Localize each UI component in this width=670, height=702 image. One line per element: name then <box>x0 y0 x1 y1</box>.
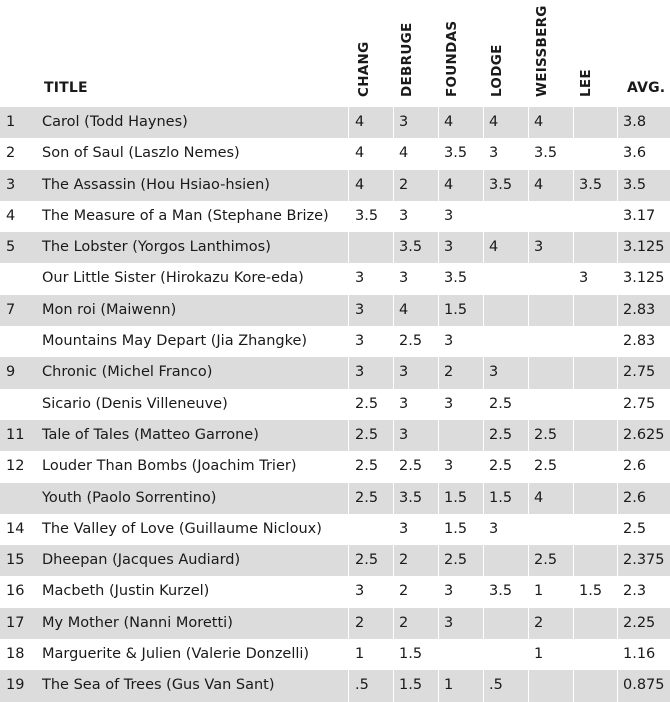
title-cell: Our Little Sister (Hirokazu Kore-eda) <box>42 270 304 287</box>
score-cell-weissberg: 4 <box>534 114 544 130</box>
title-cell: Marguerite & Julien (Valerie Donzelli) <box>42 646 310 663</box>
title-cell: Dheepan (Jacques Audiard) <box>42 552 241 569</box>
score-cell-weissberg: 4 <box>534 489 544 506</box>
score-cell-chang: 4 <box>355 114 365 130</box>
score-cell-debruge: 3 <box>399 207 409 224</box>
header-critic-lee: LEE <box>578 69 594 97</box>
score-cell-debruge: 3 <box>399 395 409 412</box>
header-avg: AVG. <box>627 80 666 96</box>
avg-cell: 2.6 <box>623 489 647 506</box>
header-critic-weissberg: WEISSBERG <box>534 5 550 97</box>
rank-cell: 1 <box>6 114 16 130</box>
score-cell-debruge: 3 <box>399 270 409 287</box>
column-divider <box>528 107 529 702</box>
table-row <box>0 232 670 263</box>
score-cell-chang: .5 <box>355 677 369 694</box>
table-row <box>0 670 670 701</box>
score-cell-foundas: 3.5 <box>444 270 468 287</box>
title-cell: Macbeth (Justin Kurzel) <box>42 583 210 600</box>
avg-cell: 2.375 <box>623 552 665 569</box>
avg-cell: 1.16 <box>623 646 656 663</box>
avg-cell: 0.875 <box>623 677 665 694</box>
score-cell-chang: 2 <box>355 614 365 631</box>
title-cell: Sicario (Denis Villeneuve) <box>42 395 228 412</box>
rank-cell: 17 <box>6 614 25 631</box>
title-cell: Tale of Tales (Matteo Garrone) <box>42 426 259 443</box>
score-cell-lodge: 2.5 <box>489 458 513 475</box>
rank-cell: 12 <box>6 458 25 475</box>
header-critic-debruge: DEBRUGE <box>399 22 415 97</box>
score-cell-lodge: 2.5 <box>489 426 513 443</box>
score-cell-lee: 3.5 <box>579 176 603 193</box>
avg-cell: 2.625 <box>623 426 665 443</box>
score-cell-lodge: 2.5 <box>489 395 513 412</box>
score-cell-weissberg: 2.5 <box>534 426 558 443</box>
score-cell-debruge: 3 <box>399 364 409 381</box>
table-body <box>0 107 670 702</box>
score-cell-foundas: 3 <box>444 614 454 631</box>
score-cell-lodge: 3 <box>489 145 499 162</box>
score-cell-debruge: 2 <box>399 614 409 631</box>
score-cell-debruge: 3 <box>399 426 409 443</box>
score-cell-chang: 3 <box>355 583 365 600</box>
score-cell-foundas: 1.5 <box>444 301 468 318</box>
avg-cell: 2.83 <box>623 333 656 350</box>
score-cell-foundas: 2 <box>444 364 454 381</box>
score-cell-chang: 2.5 <box>355 395 379 412</box>
table-row <box>0 389 670 420</box>
rank-cell: 19 <box>6 677 25 694</box>
score-cell-lodge: 3 <box>489 520 499 537</box>
score-cell-foundas: 4 <box>444 176 454 193</box>
score-cell-debruge: 2.5 <box>399 333 423 350</box>
score-cell-lee: 1.5 <box>579 583 603 600</box>
score-cell-debruge: 4 <box>399 145 409 162</box>
score-cell-foundas: 3 <box>444 458 454 475</box>
column-divider <box>483 107 484 702</box>
score-cell-chang: 2.5 <box>355 426 379 443</box>
header-title: TITLE <box>44 80 88 96</box>
score-cell-foundas: 1 <box>444 677 454 694</box>
table-row <box>0 138 670 169</box>
score-cell-chang: 4 <box>355 145 365 162</box>
title-cell: Mountains May Depart (Jia Zhangke) <box>42 333 308 350</box>
column-divider <box>348 107 349 702</box>
score-cell-lee: 3 <box>579 270 589 287</box>
score-cell-weissberg: 1 <box>534 646 544 663</box>
score-cell-foundas: 3.5 <box>444 145 468 162</box>
score-cell-debruge: 3.5 <box>399 239 423 256</box>
rank-cell: 15 <box>6 552 25 569</box>
score-cell-debruge: 3 <box>399 520 409 537</box>
table-row <box>0 483 670 514</box>
score-cell-lodge: 1.5 <box>489 489 513 506</box>
score-cell-debruge: 3 <box>399 114 409 130</box>
table-row <box>0 545 670 576</box>
score-cell-chang: 3 <box>355 333 365 350</box>
avg-cell: 2.25 <box>623 614 656 631</box>
score-cell-debruge: 2.5 <box>399 458 423 475</box>
score-cell-weissberg: 2 <box>534 614 544 631</box>
title-cell: The Valley of Love (Guillaume Nicloux) <box>42 520 322 537</box>
header-critic-chang: CHANG <box>356 41 372 97</box>
avg-cell: 2.3 <box>623 583 647 600</box>
score-cell-chang: 4 <box>355 176 365 193</box>
score-cell-weissberg: 3 <box>534 239 544 256</box>
title-cell: The Sea of Trees (Gus Van Sant) <box>42 677 275 694</box>
title-cell: The Measure of a Man (Stephane Brize) <box>42 207 329 224</box>
rank-cell: 2 <box>6 145 16 162</box>
table-header <box>0 0 670 107</box>
table-row <box>0 514 670 545</box>
table-row <box>0 107 670 138</box>
avg-cell: 3.125 <box>623 239 665 256</box>
score-cell-foundas: 4 <box>444 114 454 130</box>
rank-cell: 16 <box>6 583 25 600</box>
score-cell-lodge: 3 <box>489 364 499 381</box>
table-row <box>0 576 670 607</box>
score-cell-lodge: 3.5 <box>489 583 513 600</box>
table-row <box>0 326 670 357</box>
table-row <box>0 420 670 451</box>
avg-cell: 2.6 <box>623 458 647 475</box>
score-cell-debruge: 1.5 <box>399 677 423 694</box>
score-cell-weissberg: 2.5 <box>534 458 558 475</box>
header-critic-lodge: LODGE <box>489 44 505 97</box>
avg-cell: 2.75 <box>623 395 656 412</box>
column-divider <box>617 107 618 702</box>
score-cell-foundas: 3 <box>444 207 454 224</box>
title-cell: My Mother (Nanni Moretti) <box>42 614 233 631</box>
score-cell-debruge: 2 <box>399 552 409 569</box>
score-cell-weissberg: 4 <box>534 176 544 193</box>
column-divider <box>438 107 439 702</box>
rank-cell: 5 <box>6 239 16 256</box>
avg-cell: 3.5 <box>623 176 647 193</box>
score-cell-weissberg: 2.5 <box>534 552 558 569</box>
avg-cell: 2.75 <box>623 364 656 381</box>
score-cell-lodge: 4 <box>489 239 499 256</box>
table-row <box>0 639 670 670</box>
title-cell: The Assassin (Hou Hsiao-hsien) <box>42 176 270 193</box>
score-cell-foundas: 3 <box>444 583 454 600</box>
score-cell-debruge: 1.5 <box>399 646 423 663</box>
rank-cell: 18 <box>6 646 25 663</box>
rank-cell: 3 <box>6 176 16 193</box>
score-cell-debruge: 4 <box>399 301 409 318</box>
score-cell-debruge: 2 <box>399 176 409 193</box>
score-cell-chang: 2.5 <box>355 489 379 506</box>
title-cell: Son of Saul (Laszlo Nemes) <box>42 145 240 162</box>
title-cell: Mon roi (Maiwenn) <box>42 301 177 318</box>
column-divider <box>573 107 574 702</box>
score-cell-debruge: 2 <box>399 583 409 600</box>
score-cell-weissberg: 1 <box>534 583 544 600</box>
avg-cell: 2.83 <box>623 301 656 318</box>
title-cell: The Lobster (Yorgos Lanthimos) <box>42 239 271 256</box>
score-cell-debruge: 3.5 <box>399 489 423 506</box>
score-cell-foundas: 1.5 <box>444 520 468 537</box>
title-cell: Youth (Paolo Sorrentino) <box>42 489 217 506</box>
score-cell-chang: 3.5 <box>355 207 379 224</box>
rank-cell: 4 <box>6 207 16 224</box>
avg-cell: 2.5 <box>623 520 647 537</box>
score-cell-chang: 2.5 <box>355 552 379 569</box>
score-cell-lodge: 4 <box>489 114 499 130</box>
table-row <box>0 170 670 201</box>
score-cell-foundas: 3 <box>444 333 454 350</box>
score-cell-chang: 3 <box>355 364 365 381</box>
rank-cell: 11 <box>6 426 25 443</box>
score-cell-chang: 1 <box>355 646 365 663</box>
rank-cell: 7 <box>6 301 16 318</box>
score-cell-weissberg: 3.5 <box>534 145 558 162</box>
avg-cell: 3.6 <box>623 145 647 162</box>
rank-cell: 9 <box>6 364 16 381</box>
score-cell-chang: 2.5 <box>355 458 379 475</box>
table-row <box>0 608 670 639</box>
avg-cell: 3.125 <box>623 270 665 287</box>
table-row <box>0 357 670 388</box>
score-cell-foundas: 3 <box>444 395 454 412</box>
header-critic-foundas: FOUNDAS <box>444 20 460 97</box>
table-row <box>0 295 670 326</box>
score-cell-foundas: 1.5 <box>444 489 468 506</box>
column-divider <box>393 107 394 702</box>
score-cell-lodge: 3.5 <box>489 176 513 193</box>
title-cell: Louder Than Bombs (Joachim Trier) <box>42 458 297 475</box>
title-cell: Carol (Todd Haynes) <box>42 114 188 130</box>
rank-cell: 14 <box>6 520 25 537</box>
score-cell-chang: 3 <box>355 301 365 318</box>
avg-cell: 3.8 <box>623 114 647 130</box>
table-row <box>0 201 670 232</box>
table-row <box>0 263 670 294</box>
avg-cell: 3.17 <box>623 207 656 224</box>
score-cell-chang: 3 <box>355 270 365 287</box>
table-row <box>0 451 670 482</box>
title-cell: Chronic (Michel Franco) <box>42 364 213 381</box>
score-cell-foundas: 2.5 <box>444 552 468 569</box>
score-cell-lodge: .5 <box>489 677 503 694</box>
score-cell-foundas: 3 <box>444 239 454 256</box>
